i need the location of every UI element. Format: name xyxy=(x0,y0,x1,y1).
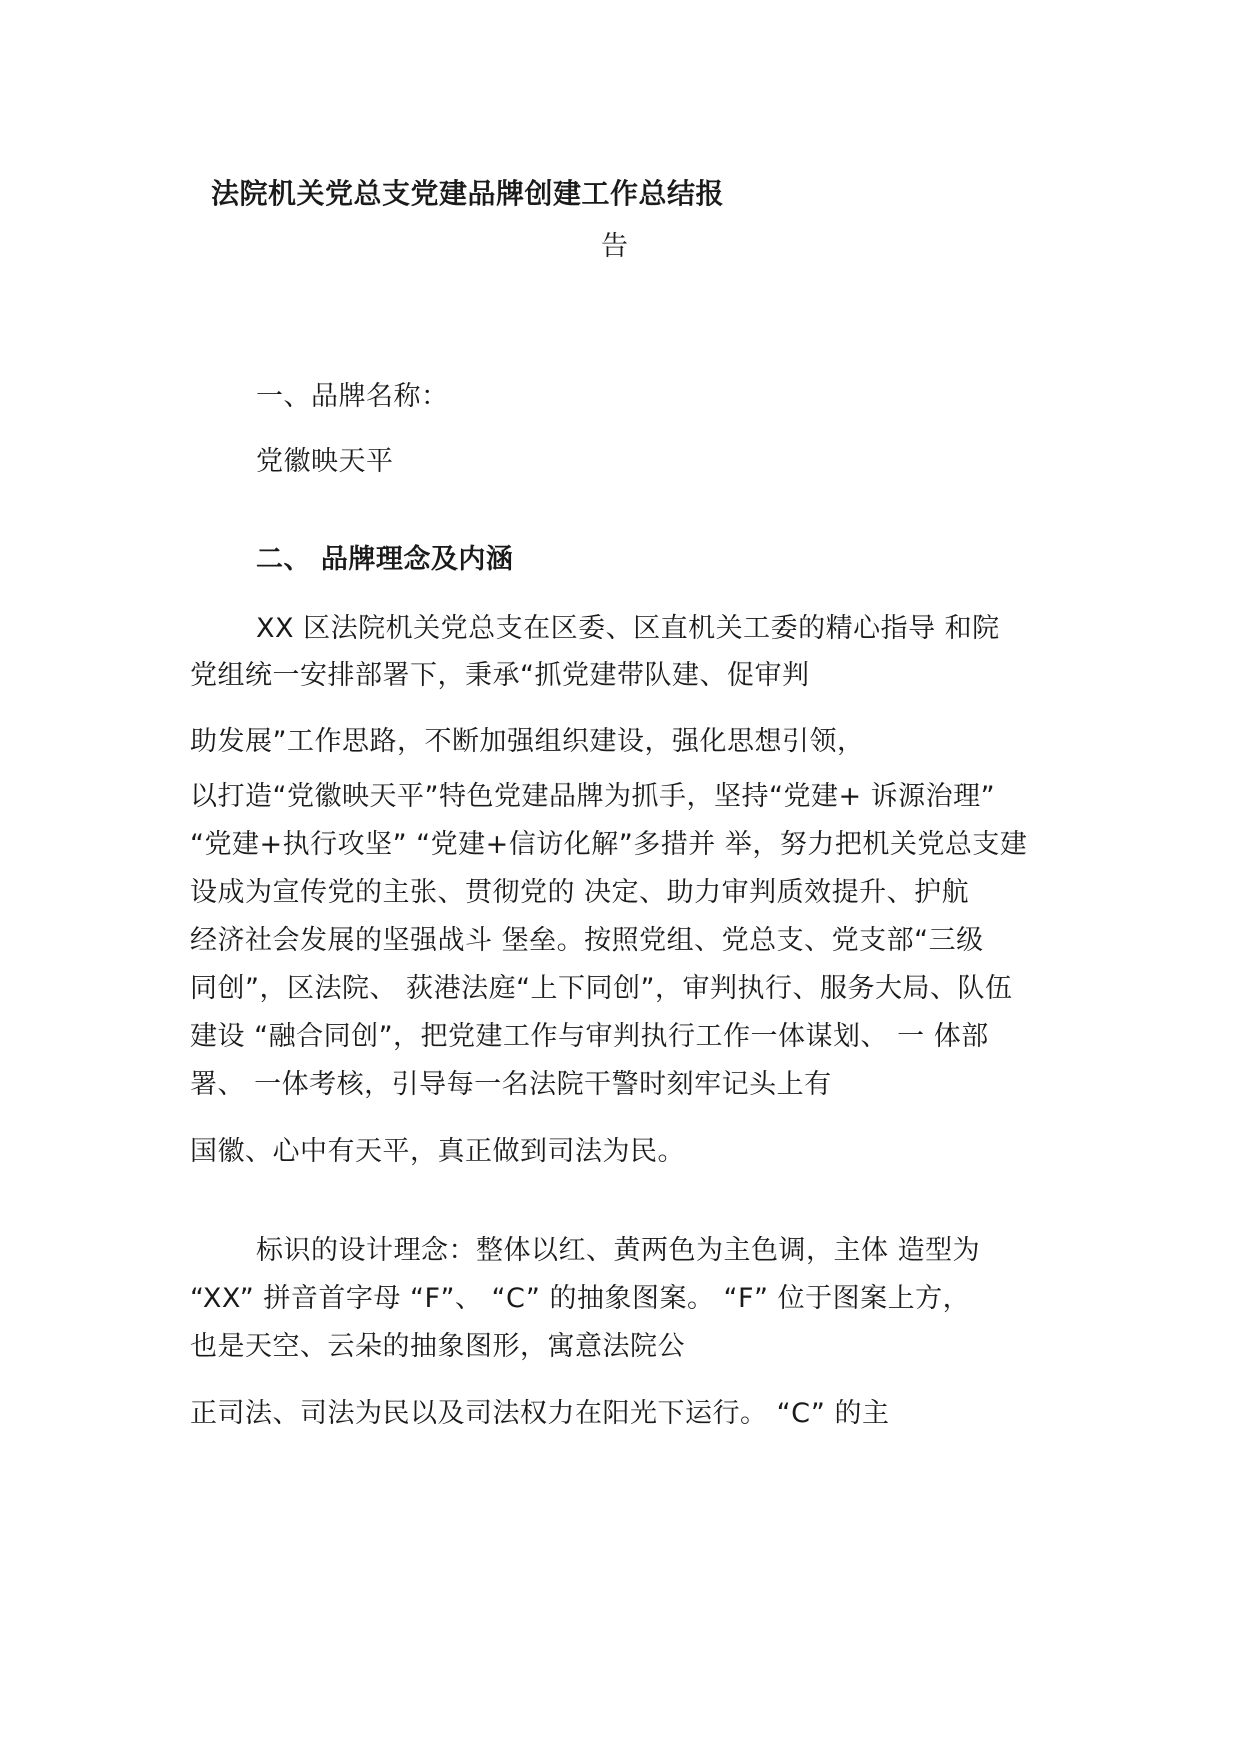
paragraph-line: 经济社会发展的坚强战斗 堡垒。按照党组、党总支、党支部“三级 xyxy=(190,925,984,956)
paragraph-line: 以打造“党徽映天平”特色党建品牌为抓手，坚持“党建+ 诉源治理” xyxy=(190,781,996,812)
section2-heading: 二、 品牌理念及内涵 xyxy=(256,544,514,575)
paragraph-line: XX 区法院机关党总支在区委、区直机关工委的精心指导 和院 xyxy=(256,613,1000,644)
paragraph-line: 设成为宣传党的主张、贯彻党的 决定、助力审判质效提升、护航 xyxy=(190,877,970,908)
paragraph-line: 国徽、心中有天平，真正做到司法为民。 xyxy=(190,1136,685,1167)
paragraph-line: 也是天空、云朵的抽象图形，寓意法院公 xyxy=(190,1331,685,1362)
paragraph-line: 署、 一体考核，引导每一名法院干警时刻牢记头上有 xyxy=(190,1069,832,1100)
paragraph-line: 建设 “融合同创”，把党建工作与审判执行工作一体谋划、 一 体部 xyxy=(190,1021,989,1052)
document-title-continuation: 告 xyxy=(601,231,629,262)
paragraph-line: 助发展”工作思路，不断加强组织建设，强化思想引领， xyxy=(190,726,865,757)
paragraph-line: 党组统一安排部署下，秉承“抓党建带队建、促审判 xyxy=(190,660,810,691)
paragraph-line: 正司法、司法为民以及司法权力在阳光下运行。 “C” 的主 xyxy=(190,1398,890,1429)
paragraph-line: 同创”，区法院、 荻港法庭“上下同创”，审判执行、服务大局、队伍 xyxy=(190,973,1013,1004)
paragraph-line: “党建+执行攻坚” “党建+信访化解”多措并 举，努力把机关党总支建 xyxy=(190,829,1028,860)
paragraph-line: 标识的设计理念：整体以红、黄两色为主色调，主体 造型为 xyxy=(256,1235,981,1266)
section1-content: 党徽映天平 xyxy=(256,446,394,477)
paragraph-line: “XX” 拼音首字母 “F”、 “C” 的抽象图案。 “F” 位于图案上方， xyxy=(190,1283,971,1314)
document-title: 法院机关党总支党建品牌创建工作总结报 xyxy=(211,177,725,210)
section1-heading: 一、品牌名称： xyxy=(256,381,449,412)
